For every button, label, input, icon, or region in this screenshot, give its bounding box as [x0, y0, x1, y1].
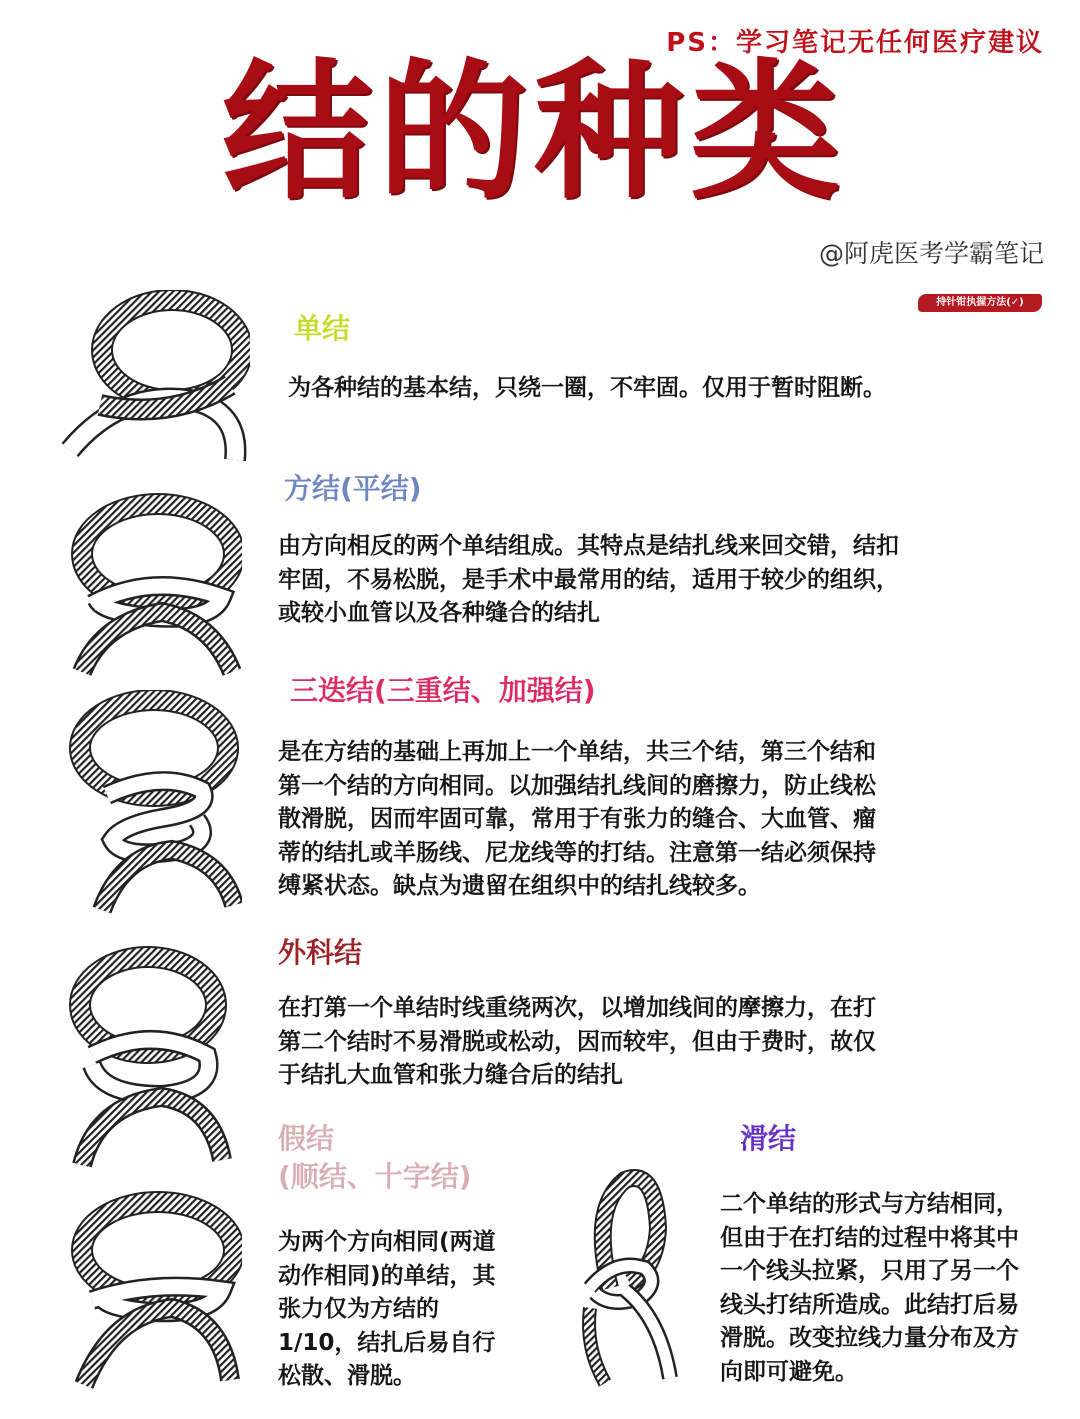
single-knot-icon [60, 290, 250, 470]
disclaimer: PS：学习笔记无任何医疗建议 [666, 28, 1044, 58]
knot-1-desc: 为各种结的基本结，只绕一圈，不牢固。仅用于暂时阻断。 [288, 375, 886, 401]
surgical-knot-icon [52, 945, 232, 1170]
knot-5-desc: 为两个方向相同(两道 动作相同)的单结，其 张力仅为方结的 1/10，结扎后易自行 松散、滑脱。 [278, 1229, 496, 1389]
knot-4-name: 外科结 [278, 936, 363, 969]
knot-2-name: 方结(平结) [284, 472, 422, 505]
page-title: 结的种类 [222, 46, 847, 220]
knot-3-name: 三迭结(三重结、加强结) [290, 674, 596, 707]
knot-6-desc: 二个单结的形式与方结相同， 但由于在打结的过程中将其中 一个线头拉紧，只用了另一个 线头打结所造成。此结打后易 滑脱。改变拉线力量分布及方 向即可避免。 [720, 1191, 1019, 1385]
triple-knot-icon [62, 690, 242, 915]
knot-6-name: 滑结 [740, 1122, 797, 1155]
knot-1-name: 单结 [294, 312, 351, 345]
square-knot-icon [62, 492, 242, 677]
knot-5-name: 假结 [278, 1122, 335, 1155]
topic-tag: 持针钳执握方法(✓) [918, 294, 1042, 312]
author-handle: @阿虎医考学霸笔记 [818, 239, 1044, 268]
granny-knot-icon [62, 1190, 242, 1390]
knot-5-alias: (顺结、十字结) [278, 1160, 472, 1193]
knot-2-desc: 由方向相反的两个单结组成。其特点是结扎线来回交错，结扣 牢固，不易松脱，是手术中最常用的结，适用于较少的组织， 或较小血管以及各种缝合的结扎 [278, 533, 899, 626]
slip-knot-icon [570, 1168, 700, 1388]
knot-3-desc: 是在方结的基础上再加上一个单结，共三个结，第三个结和 第一个结的方向相同。以加强结扎线间的磨擦力，防止线松 散滑脱，因而牢固可靠，常用于有张力的缝合、大血管、瘤 蒂的结扎或羊肠线、尼龙线等的打结。注意第一结必须保持 缚紧状态。缺点为遗留在组织中的结扎线较多。 [278, 739, 876, 899]
knot-4-desc: 在打第一个单结时线重绕两次，以增加线间的摩擦力，在打 第二个结时不易滑脱或松动，因而较牢，但由于费时，故仅 于结扎大血管和张力缝合后的结扎 [278, 995, 876, 1088]
